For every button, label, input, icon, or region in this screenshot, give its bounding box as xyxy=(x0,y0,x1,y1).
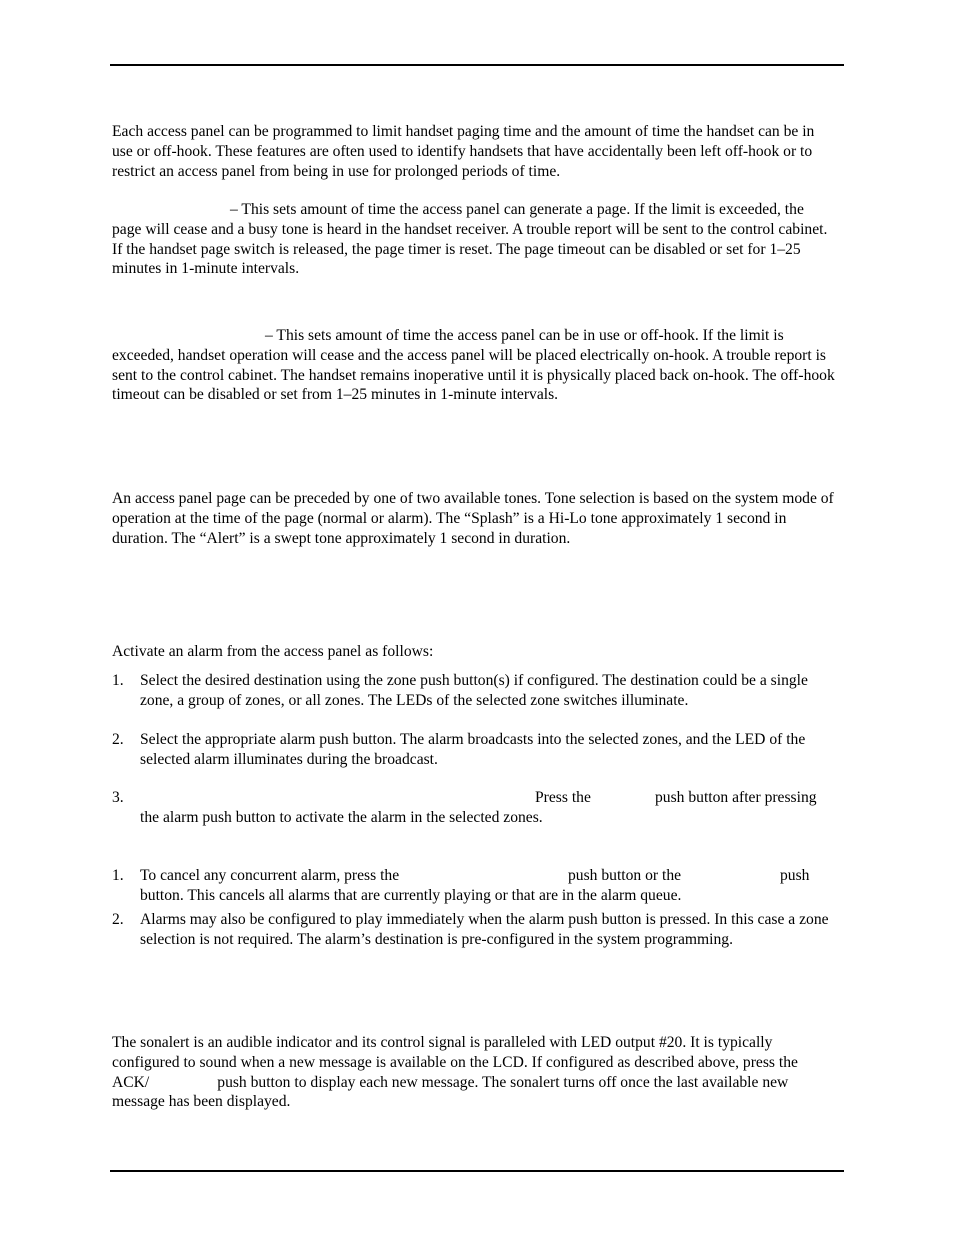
sonalert-text-part-b: push button to display each new message. The sonalert turns off once the last available new message has been displayed. xyxy=(112,1073,789,1111)
step-text-part-d: button. This cancels all alarms that are currently playing or that are in the alarm queue. xyxy=(140,886,682,904)
cancel-step-1 xyxy=(112,866,836,906)
alarm-activation-intro: Activate an alarm from the access panel as follows: xyxy=(112,643,434,660)
step-text: Alarms may also be configured to play immediately when the alarm push button is pressed. In this case a zone selection is not required. The alarm’s destination is pre-configured in the system programming. xyxy=(140,911,829,948)
step-text: Select the appropriate alarm push button. The alarm broadcasts into the selected zones, and the LED of the selected alarm illuminates during the broadcast. xyxy=(140,731,806,768)
step-number: 2. xyxy=(112,731,124,748)
activation-step-2 xyxy=(112,730,836,770)
step-number: 1. xyxy=(112,672,124,689)
offhook-timeout-text: – This sets amount of time the access panel can be in use or off-hook. If the limit is exceeded, handset operation will cease and the access panel will be placed electrically on-hook. A trouble report is sent to the control cabinet. The handset remains inoperative until it is physically placed back on-hook. The off-hook timeout can be disabled or set from 1–25 minutes in 1-minute intervals. xyxy=(112,327,835,404)
header-rule xyxy=(110,64,844,66)
cancel-step-2 xyxy=(112,910,836,970)
page-tones-paragraph: An access panel page can be preceded by one of two available tones. Tone selection is based on the system mode of operation at the time of the page (normal or alarm). The “Splash” is a Hi-Lo tone approximately 1 second in duration. The “Alert” is a swept tone approximately 1 second in duration. xyxy=(112,490,834,547)
step-text-part-b: push button or the xyxy=(568,867,682,884)
sonalert-text-part-a: The sonalert is an audible indicator and its control signal is paralleled with LED output #20. It is typically configured to sound when a new message is available on the LCD. If configured as described above, press the ACK/ xyxy=(112,1034,798,1091)
activation-step-1 xyxy=(112,671,836,711)
timeouts-intro: Each access panel can be programmed to limit handset paging time and the amount of time the handset can be in use or off-hook. These features are often used to identify handsets that have accidentally been left off-hook or to restrict an access panel from being in use for prolonged periods of time. xyxy=(112,123,815,180)
step-text-part-a: Press the xyxy=(535,789,591,806)
offhook-timeout-paragraph xyxy=(112,326,836,405)
page-timeout-paragraph xyxy=(112,200,836,279)
activation-step-3 xyxy=(112,788,836,828)
step-number: 2. xyxy=(112,911,124,928)
step-number: 3. xyxy=(112,789,124,806)
step-text-part-a: To cancel any concurrent alarm, press the xyxy=(140,867,400,884)
step-number: 1. xyxy=(112,867,124,884)
sonalert-paragraph xyxy=(112,1033,836,1112)
step-text-part-c: push xyxy=(780,867,810,884)
footer-rule xyxy=(110,1170,844,1172)
step-text-part-c: the alarm push button to activate the alarm in the selected zones. xyxy=(140,808,543,826)
step-text-part-b: push button after pressing xyxy=(655,789,817,806)
step-text: Select the desired destination using the zone push button(s) if configured. The destination could be a single zone, a group of zones, or all zones. The LEDs of the selected zone switches illuminate. xyxy=(140,672,808,709)
page-timeout-text: – This sets amount of time the access panel can generate a page. If the limit is exceeded, the page will cease and a busy tone is heard in the handset receiver. A trouble report will be sent to the control cabinet. If the handset page switch is released, the page timer is reset. The page timeout can be disabled or set for 1–25 minutes in 1-minute intervals. xyxy=(112,201,828,278)
